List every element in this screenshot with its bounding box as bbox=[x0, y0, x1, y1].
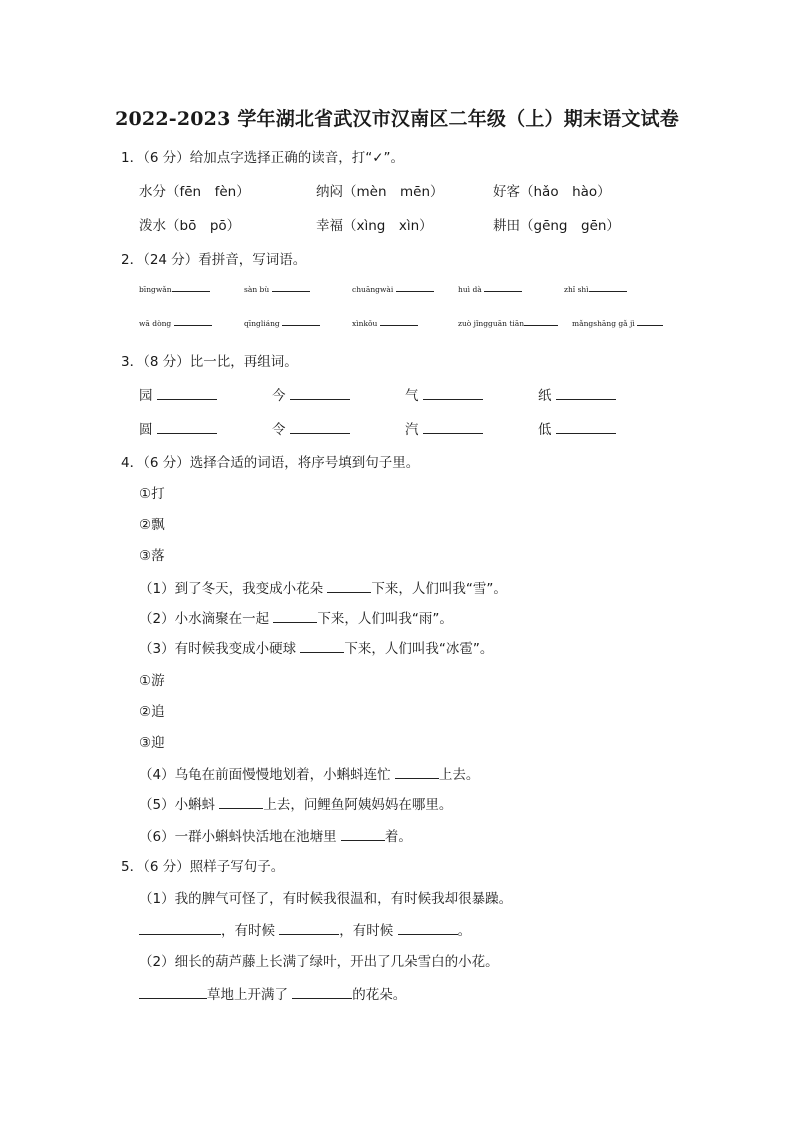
sentence-text: 下来，人们叫我“冰雹”。 bbox=[344, 641, 494, 657]
sentence-text: ，有时候 bbox=[221, 923, 280, 939]
question-1-heading: 1．（6 分）给加点字选择正确的读音，打“✓”。 bbox=[121, 150, 405, 166]
answer-blank[interactable] bbox=[272, 283, 310, 292]
answer-blank[interactable] bbox=[423, 421, 483, 434]
sentence-text: 草地上开满了 bbox=[207, 987, 293, 1003]
sentence-text: （4）乌龟在前面慢慢地划着，小蝌蚪连忙 bbox=[139, 767, 395, 783]
answer-blank[interactable] bbox=[398, 922, 458, 935]
q4-sentence-5 bbox=[139, 793, 452, 813]
q4-sentence-2 bbox=[139, 607, 453, 627]
answer-blank[interactable] bbox=[556, 421, 616, 434]
sentence-text: 上去。 bbox=[438, 767, 480, 783]
question-4-heading: 4．（6 分）选择合适的词语，将序号填到句子里。 bbox=[121, 455, 420, 471]
q4-option: ①游 bbox=[139, 673, 165, 689]
q5-example-2: （2）细长的葫芦藤上长满了绿叶，开出了几朵雪白的小花。 bbox=[139, 954, 499, 970]
sentence-text: 的花朵。 bbox=[352, 987, 407, 1003]
answer-blank[interactable] bbox=[637, 317, 663, 326]
pinyin-blank bbox=[458, 317, 558, 328]
pinyin-blank bbox=[244, 317, 320, 328]
pinyin-text: bīngwǎn bbox=[139, 285, 172, 294]
sentence-text: （6）一群小蝌蚪快活地在池塘里 bbox=[139, 829, 341, 845]
answer-blank[interactable] bbox=[219, 796, 263, 809]
q1-item: 幸福（xìng xìn） bbox=[316, 218, 433, 234]
q3-char: 纸 bbox=[538, 388, 552, 404]
q3-item bbox=[405, 418, 483, 438]
q3-item bbox=[272, 418, 350, 438]
q1-item: 耕田（gēng gēn） bbox=[493, 218, 620, 234]
pinyin-text: mǎngshāng gǎ jì bbox=[572, 319, 635, 328]
q3-char: 令 bbox=[272, 422, 286, 438]
answer-blank[interactable] bbox=[139, 922, 221, 935]
sentence-text: 上去，问鲤鱼阿姨妈妈在哪里。 bbox=[263, 797, 453, 813]
answer-blank[interactable] bbox=[290, 387, 350, 400]
page-title: 2022-2023 学年湖北省武汉市汉南区二年级（上）期末语文试卷 bbox=[115, 108, 679, 130]
q3-item bbox=[139, 418, 217, 438]
q1-item: 泼水（bō pō） bbox=[139, 218, 241, 234]
answer-blank[interactable] bbox=[174, 317, 212, 326]
answer-blank[interactable] bbox=[172, 283, 210, 292]
q1-item: 纳闷（mèn mēn） bbox=[316, 184, 444, 200]
answer-blank[interactable] bbox=[524, 317, 558, 326]
pinyin-text: wā dòng bbox=[139, 319, 172, 328]
q4-sentence-4 bbox=[139, 763, 479, 783]
q3-char: 圆 bbox=[139, 422, 153, 438]
answer-blank[interactable] bbox=[282, 317, 320, 326]
sentence-text: （2）小水滴聚在一起 bbox=[139, 611, 274, 627]
pinyin-blank bbox=[139, 317, 212, 328]
answer-blank[interactable] bbox=[292, 986, 352, 999]
q3-item bbox=[405, 384, 483, 404]
answer-blank[interactable] bbox=[300, 640, 344, 653]
q3-char: 气 bbox=[405, 388, 419, 404]
q4-sentence-3 bbox=[139, 637, 493, 657]
pinyin-blank bbox=[564, 283, 627, 294]
answer-blank[interactable] bbox=[139, 986, 207, 999]
q1-item: 好客（hǎo hào） bbox=[493, 184, 611, 200]
q3-char: 今 bbox=[272, 388, 286, 404]
question-2-heading: 2．（24 分）看拼音，写词语。 bbox=[121, 252, 307, 268]
pinyin-text: huì dà bbox=[458, 285, 482, 294]
pinyin-text: qīngliáng bbox=[244, 319, 280, 328]
answer-blank[interactable] bbox=[484, 283, 522, 292]
pinyin-text: xìnkǒu bbox=[352, 319, 378, 328]
pinyin-blank bbox=[139, 283, 210, 294]
answer-blank[interactable] bbox=[380, 317, 418, 326]
pinyin-text: sàn bù bbox=[244, 285, 270, 294]
answer-blank[interactable] bbox=[556, 387, 616, 400]
answer-blank[interactable] bbox=[157, 387, 217, 400]
q4-option: ③落 bbox=[139, 548, 165, 564]
sentence-text: （3）有时候我变成小硬球 bbox=[139, 641, 301, 657]
sentence-text: （1）到了冬天，我变成小花朵 bbox=[139, 581, 328, 597]
pinyin-blank bbox=[244, 283, 310, 294]
answer-blank[interactable] bbox=[279, 922, 339, 935]
q4-option: ②飘 bbox=[139, 517, 165, 533]
pinyin-text: zhǐ shì bbox=[564, 285, 589, 294]
answer-blank[interactable] bbox=[157, 421, 217, 434]
pinyin-text: chuāngwài bbox=[352, 285, 394, 294]
q1-item: 水分（fēn fèn） bbox=[139, 184, 250, 200]
question-5-heading: 5．（6 分）照样子写句子。 bbox=[121, 859, 285, 875]
q4-option: ①打 bbox=[139, 486, 165, 502]
sentence-text: ，有时候 bbox=[339, 923, 398, 939]
pinyin-blank bbox=[572, 317, 663, 328]
q3-item bbox=[538, 384, 616, 404]
q4-option: ③迎 bbox=[139, 735, 165, 751]
answer-blank[interactable] bbox=[290, 421, 350, 434]
q4-option: ②追 bbox=[139, 704, 165, 720]
pinyin-blank bbox=[352, 317, 418, 328]
q3-item bbox=[272, 384, 350, 404]
q3-char: 园 bbox=[139, 388, 153, 404]
answer-blank[interactable] bbox=[273, 610, 317, 623]
sentence-text: 下来，人们叫我“雨”。 bbox=[317, 611, 453, 627]
q3-char: 汽 bbox=[405, 422, 419, 438]
sentence-text: 。 bbox=[457, 923, 472, 939]
answer-blank[interactable] bbox=[423, 387, 483, 400]
pinyin-text: zuò jǐngguān tiān bbox=[458, 319, 525, 328]
q5-answer-1 bbox=[139, 919, 471, 939]
q4-sentence-1 bbox=[139, 577, 507, 597]
q5-example-1: （1）我的脾气可怪了，有时候我很温和，有时候我却很暴躁。 bbox=[139, 891, 513, 907]
answer-blank[interactable] bbox=[395, 766, 439, 779]
pinyin-blank bbox=[458, 283, 522, 294]
sentence-text: （5）小蝌蚪 bbox=[139, 797, 220, 813]
q5-answer-2 bbox=[139, 983, 406, 1003]
answer-blank[interactable] bbox=[341, 828, 385, 841]
answer-blank[interactable] bbox=[327, 580, 371, 593]
q4-sentence-6 bbox=[139, 825, 412, 845]
q3-item bbox=[139, 384, 217, 404]
answer-blank[interactable] bbox=[589, 283, 627, 292]
q3-item bbox=[538, 418, 616, 438]
question-3-heading: 3．（8 分）比一比，再组词。 bbox=[121, 354, 298, 370]
answer-blank[interactable] bbox=[396, 283, 434, 292]
sentence-text: 着。 bbox=[384, 829, 412, 845]
pinyin-blank bbox=[352, 283, 434, 294]
q3-char: 低 bbox=[538, 422, 552, 438]
sentence-text: 下来，人们叫我“雪”。 bbox=[371, 581, 507, 597]
